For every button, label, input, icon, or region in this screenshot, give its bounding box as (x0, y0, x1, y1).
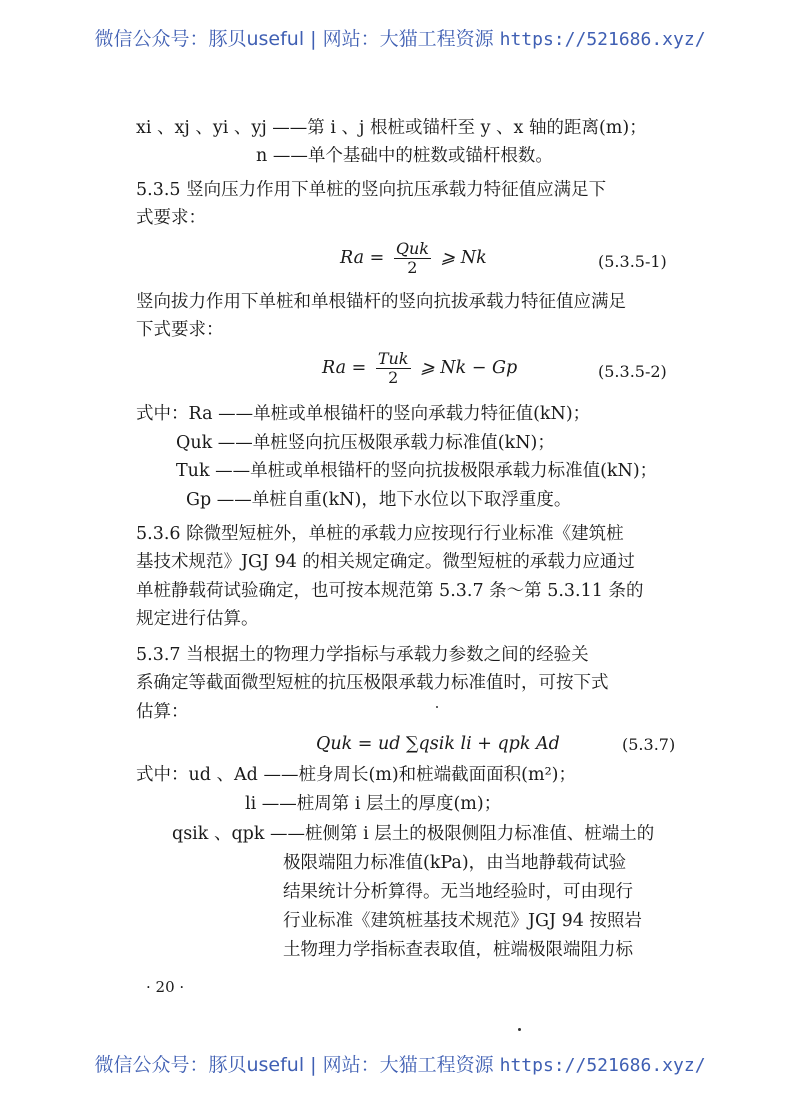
watermark-top (0, 24, 800, 51)
watermark-url[interactable]: https://521686.xyz/ (499, 29, 706, 50)
equation-number: (5.3.5-2) (598, 362, 667, 381)
text-line: 结果统计分析算得。无当地经验时，可由现行 (283, 882, 633, 902)
section-5-3-5: 5.3.5 竖向压力作用下单桩的竖向抗压承载力特征值应满足下 (136, 180, 607, 200)
equation-5-3-5-2 (322, 350, 517, 387)
text-line: 规定进行估算。 (136, 609, 259, 629)
text-line: Quk ——单桩竖向抗压极限承载力标准值(kN)； (176, 433, 555, 453)
eq-den: 2 (388, 368, 399, 387)
text-line: 系确定等截面微型短桩的抗压极限承载力标准值时，可按下式 (136, 673, 609, 693)
page-number: · 20 · (146, 978, 185, 996)
text-line: 估算： (136, 702, 189, 722)
eq-rhs: ⩾ Nk (440, 248, 487, 268)
equation-5-3-7: Quk = ud ∑qsik li + qpk Ad (316, 734, 560, 754)
equation-number: (5.3.7) (622, 735, 676, 754)
watermark-prefix: 微信公众号：豚贝useful | 网站：大猫工程资源 (94, 1054, 500, 1076)
text-line: qsik 、qpk ——桩侧第 i 层土的极限侧阻力标准值、桩端土的 (172, 824, 655, 844)
text-line: li ——桩周第 i 层土的厚度(m)； (245, 794, 502, 814)
text-line: 单桩静载荷试验确定，也可按本规范第 5.3.7 条～第 5.3.11 条的 (136, 581, 644, 601)
watermark-url[interactable]: https://521686.xyz/ (499, 1055, 706, 1076)
text-line: 行业标准《建筑桩基技术规范》JGJ 94 按照岩 (283, 911, 642, 931)
section-5-3-6: 5.3.6 除微型短桩外，单桩的承载力应按现行行业标准《建筑桩 (136, 524, 624, 544)
text-line: xi 、xj 、yi 、yj ——第 i 、j 根桩或锚杆至 y 、x 轴的距离(m)； (136, 118, 647, 138)
eq-rhs: ⩾ Nk − Gp (420, 358, 518, 378)
text-line: 式中：Ra ——单桩或单根锚杆的竖向承载力特征值(kN)； (136, 404, 591, 424)
text-line: Gp ——单桩自重(kN)，地下水位以下取浮重度。 (186, 490, 572, 510)
text-line: 式要求： (136, 208, 206, 228)
scan-speck (436, 706, 438, 708)
text-line: 土物理力学指标查表取值，桩端极限端阻力标 (283, 940, 633, 960)
eq-lhs: Ra = (322, 358, 367, 378)
eq-lhs: Ra = (340, 248, 385, 268)
text-line: 竖向拔力作用下单桩和单根锚杆的竖向抗拔承载力特征值应满足 (136, 292, 626, 312)
text-line: 下式要求： (136, 320, 224, 340)
eq-num: Quk (395, 239, 429, 258)
eq-num: Tuk (377, 349, 409, 368)
equation-5-3-5-1 (340, 240, 487, 277)
text-line: 基技术规范》JGJ 94 的相关规定确定。微型短桩的承载力应通过 (136, 552, 635, 572)
watermark-bottom (0, 1050, 800, 1077)
text-line: 式中：ud 、Ad ——桩身周长(m)和桩端截面面积(m²)； (136, 765, 576, 785)
eq-den: 2 (407, 258, 418, 277)
equation-number: (5.3.5-1) (598, 252, 667, 271)
watermark-prefix: 微信公众号：豚贝useful | 网站：大猫工程资源 (94, 28, 500, 50)
text-line: n ——单个基础中的桩数或锚杆根数。 (256, 146, 553, 166)
section-5-3-7: 5.3.7 当根据土的物理力学指标与承载力参数之间的经验关 (136, 645, 589, 665)
text-line: Tuk ——单桩或单根锚杆的竖向抗拔极限承载力标准值(kN)； (176, 461, 658, 481)
scan-speck (518, 1028, 521, 1031)
text-line: 极限端阻力标准值(kPa)，由当地静载荷试验 (283, 853, 627, 873)
